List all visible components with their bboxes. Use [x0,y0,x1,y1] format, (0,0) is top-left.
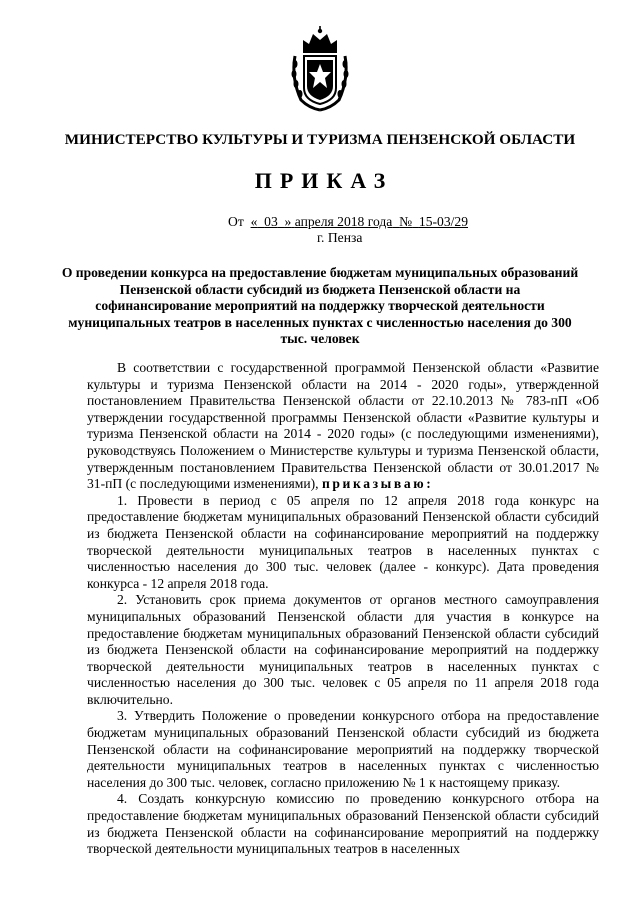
preamble-paragraph: В соответствии с государственной программой Пензенской области «Развитие культуры и туризма Пензенской области на 2014 - 2020 годы», утвержденной постановлением Правительства Пензенской области от 22.10.2013 № 783-пП «Об утверждении государственной программы Пензенской области «Развитие культуры и туризма Пензенской области на 2014 - 2020 годы» (с последующими изменениями), руководствуясь Положением о Министерстве культуры и туризма Пензенской области, утвержденным постановлением Правительства Пензенской области от 30.01.2017 № 31-пП (с последующими изменениями), приказываю: [87,360,599,492]
date-prefix: От [228,214,244,229]
item-paragraph-3: 3. Утвердить Положение о проведении конкурсного отбора на предоставление бюджетам муниципальных образований Пензенской области субсидий из бюджета Пензенской области на софинансирование мероприятий на поддержку творческой деятельности муниципальных театров в населенных пунктах с численностью населения до 300 тыс. человек, согласно приложению № 1 к настоящему приказу. [87,708,599,790]
order-word: приказываю: [321,476,434,492]
order-body [87,360,599,858]
city: г. Пенза [317,230,363,245]
ministry-name: МИНИСТЕРСТВО КУЛЬТУРЫ И ТУРИЗМА ПЕНЗЕНСКОЙ ОБЛАСТИ [64,131,576,148]
item-paragraph-1: 1. Провести в период с 05 апреля по 12 апреля 2018 года конкурс на предоставление бюджетам муниципальных образований Пензенской области субсидий из бюджета Пензенской области на софинансирование мероприятий на поддержку творческой деятельности муниципальных театров в населенных пунктах с численностью населения до 300 тыс. человек (далее - конкурс). Дата проведения конкурса - 12 апреля 2018 года. [87,492,599,591]
date-rest: апреля 2018 года № 15-03/29 [294,214,468,229]
document-type-title: ПРИКАЗ [254,168,394,193]
order-date-number [228,214,468,230]
item-paragraph-2: 2. Установить срок приема документов от органов местного самоуправления муниципальных образований Пензенской области для участия в конкурсе на предоставление бюджетам муниципальных образований Пензенской области субсидий из бюджета Пензенской области на софинансирование мероприятий на поддержку творческой деятельности муниципальных театров в населенных пунктах с численностью населения до 300 тыс. человек с 05 апреля по 11 апреля 2018 года включительно. [87,592,599,707]
order-subject: О проведении конкурса на предоставление бюджетам муниципальных образований Пензенской области субсидий из бюджета Пензенской области на софинансирование мероприятий на поддержку творческой деятельности муниципальных театров в населенных пунктах с численностью населения до 300 тыс. человек [61,265,579,347]
coat-of-arms-emblem [289,26,351,112]
item-paragraph-4: 4. Создать конкурсную комиссию по проведению конкурсного отбора на предоставление бюджетам муниципальных образований Пензенской области субсидий из бюджета Пензенской области на софинансирование мероприятий на поддержку творческой деятельности муниципальных театров в населенных [87,791,599,857]
date-day: « 03 » [250,214,292,229]
